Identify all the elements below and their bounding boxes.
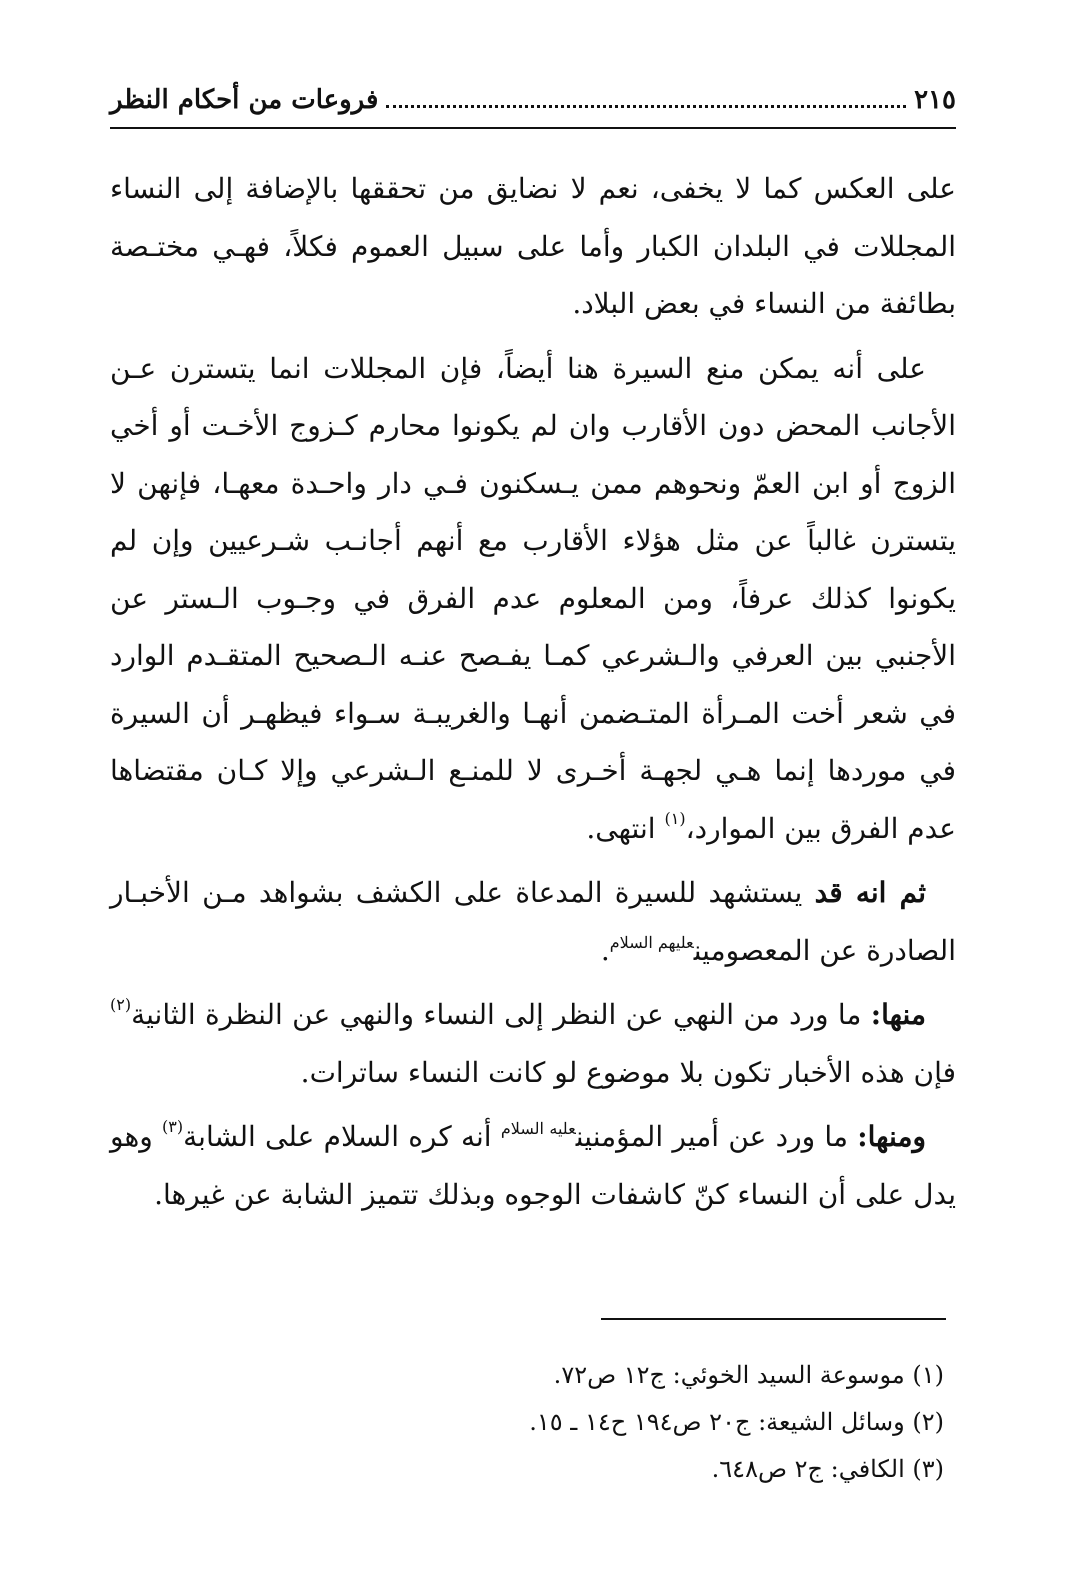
paragraph-1-text: على العكس كما لا يخفى، نعم لا نضايق من تحققها بالإضافة إلى النساء المجللات في البلدان الكبار وأما على سبيل العموم فكلاً، فهـي مختـصة بطائفة من النساء في بعض البلاد. <box>110 172 956 320</box>
paragraph-1 <box>110 160 956 333</box>
paragraph-4-end: فإن هذه الأخبار تكون بلا موضوع لو كانت النساء ساترات. <box>300 1055 956 1089</box>
footnote-2: (٢) وسائل الشيعة: ج٢٠ ص١٩٤ ح١٤ ـ ١٥. <box>529 1408 944 1436</box>
paragraph-2-text: على أنه يمكن منع السيرة هنا أيضاً، فإن المجللات انما يتسترن عـن الأجانب المحض دون الأقارب وان لم يكونوا محارم كـزوج الأخـت أو أخي الزوج أو ابن العمّ ونحوهم ممن يـسكنون فـي دار واحـدة معهـا، فإنهن لا يتسترن غالباً عن مثل هؤلاء الأقارب مع أنهم أجانـب شـرعيين وإن لم يكونوا كذلك عرفاً، ومن المعلوم عدم الفرق في وجـوب الـستر عن الأجنبي بين العرفي والـشرعي كمـا يفـصح عنـه الـصحيح المتقـدم الوارد في شعر أخت المـرأة المتـضمن أنهـا والغريبـة سـواء فيظهـر أن السيرة في موردها إنما هـي لجهـة أخـرى لا للمنـع الـشرعي وإلا كـان مقتضاها عدم الفرق بين الموارد، <box>110 351 956 845</box>
footnote-separator <box>601 1318 946 1320</box>
paragraph-5-text: ما ورد عن أمير المؤمنين <box>575 1120 858 1153</box>
footnote-ref-3: (٣) <box>162 1117 184 1136</box>
running-title: فروعات من أحكام النظر <box>110 85 379 115</box>
footnotes <box>110 1352 944 1493</box>
paragraph-5 <box>110 1108 956 1223</box>
footnote-1: (١) موسوعة السيد الخوئي: ج١٢ ص٧٢. <box>553 1361 944 1389</box>
page-number: ٢١٥ <box>914 85 956 115</box>
page-header <box>110 80 956 120</box>
paragraph-5-lead: ومنها: <box>857 1120 926 1153</box>
paragraph-4-text: ما ورد من النهي عن النظر إلى النساء والنهي عن النظرة الثانية <box>131 998 871 1031</box>
paragraph-4-lead: منها: <box>870 998 926 1031</box>
footnote-ref-1: (١) <box>664 808 686 828</box>
paragraph-2-end: انتهى. <box>586 811 665 845</box>
paragraph-2 <box>110 340 956 858</box>
header-dot-leader <box>386 105 906 108</box>
header-rule <box>110 127 956 129</box>
paragraph-3-end: . <box>600 933 610 967</box>
paragraph-5-end: وهو يدل على أن النساء كنّ كاشفات الوجوه وبذلك تتميز الشابة عن غيرها. <box>110 1120 956 1211</box>
footnote-3: (٣) الكافي: ج٢ ص٦٤٨. <box>711 1455 944 1483</box>
footnote-ref-2: (٢) <box>110 995 132 1014</box>
paragraph-3-text: يستشهد للسيرة المدعاة على الكشف بشواهد مـن الأخبـار الصادرة عن المعصومين <box>110 876 956 967</box>
main-text <box>110 160 956 1230</box>
honorific-glyph: عليه السلام <box>500 1119 576 1138</box>
paragraph-3-lead: ثم انه قد <box>814 876 926 909</box>
paragraph-3 <box>110 864 956 979</box>
honorific-glyph: عليهم السلام <box>609 932 694 952</box>
paragraph-5-middle: أنه كره السلام على الشابة <box>183 1120 501 1153</box>
paragraph-4 <box>110 986 956 1101</box>
